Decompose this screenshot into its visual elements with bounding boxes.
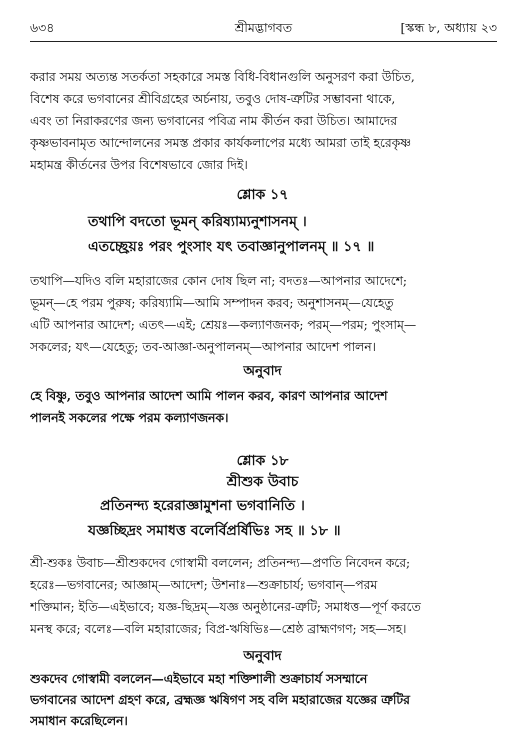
purport-line: এবং তা নিরাকরণের জন্য ভগবানের পবিত্র নাম কীর্তন করা উচিত। আমাদের <box>30 114 398 128</box>
verse-18-translation-heading: অনুবাদ <box>243 648 282 664</box>
purport-line: করার সময় অত্যন্ত সতর্কতা সহকারে সমস্ত বিধি-বিধানগুলি অনুসরণ করা উচিত, <box>30 70 415 84</box>
verse-17-line-1: তথাপি বদতো ভূমন্ করিষ্যাম্যনুশাসনম্ । <box>88 214 307 230</box>
verse-18-synonyms <box>30 552 497 640</box>
book-title: শ্রীমদ্ভাগবত <box>234 20 293 35</box>
synonym-line: তথাপি—যদিও বলি মহারাজের কোন দোষ ছিল না; বদতঃ—আপনার আদেশে; <box>30 274 408 288</box>
chapter-reference: [স্কন্ধ ৮, অধ্যায় ২৩ <box>400 20 497 35</box>
verse-17-translation-heading: অনুবাদ <box>243 363 282 379</box>
verse-17-synonyms <box>30 270 497 358</box>
synonym-line: ভূমন্—হে পরম পুরুষ; করিষ্যামি—আমি সম্পাদন করব; অনুশাসনম্—যেহেতু <box>30 296 394 310</box>
purport-line: বিশেষ করে ভগবানের শ্রীবিগ্রহের অর্চনায়, তবুও দোষ-ত্রুটির সম্ভাবনা থাকে, <box>30 92 396 106</box>
translation-line: ভগবানের আদেশ গ্রহণ করে, ব্রহ্মজ্ঞ ঋষিগণ সহ বলি মহারাজের যজ্ঞের ত্রুটির <box>30 692 410 707</box>
verse-18-heading: শ্লোক ১৮ <box>236 453 289 469</box>
synonym-line: শ্রী-শুকঃ উবাচ—শ্রীশুকদেব গোস্বামী বললেন; প্রতিনন্দ্য—প্রণতি নিবেদন করে; <box>30 556 411 570</box>
synonym-line: এটি আপনার আদেশ; এতৎ—এই; শ্রেয়ঃ—কল্যাণজনক; পরম্—পরম; পুংসাম্— <box>30 318 417 332</box>
synonym-line: শক্তিমান; ইতি—এইভাবে; যজ্ঞ-ছিদ্রম্—যজ্ঞ অনুষ্ঠানের-ত্রুটি; সমাধত্ত—পূর্ণ করতে <box>30 600 421 614</box>
verse-18-line-1: প্রতিনন্দ্য হরেরাজ্ঞামুশনা ভগবানিতি । <box>100 498 305 514</box>
translation-line: শুকদেব গোস্বামী বললেন—এইভাবে মহা শক্তিশালী শুক্রাচার্য সসম্মানে <box>30 671 368 686</box>
verse-17-heading: শ্লোক ১৭ <box>236 187 289 203</box>
purport-line: মহামন্ত্র কীর্তনের উপর বিশেষভাবে জোর দিই। <box>30 158 248 172</box>
synonym-line: সকলের; যৎ—যেহেতু; তব-আজ্ঞা-অনুপালনম্—আপনার আদেশ পালন। <box>30 340 376 354</box>
verse-18-line-2: যজ্ঞচ্ছিদ্রং সমাধত্ত বলের্বিপ্রর্ষিভিঃ সহ ॥ ১৮ ॥ <box>88 523 341 539</box>
translation-line: পালনই সকলের পক্ষে পরম কল্যাণজনক। <box>30 410 229 425</box>
translation-line: হে বিষ্ণু, তবুও আপনার আদেশ আমি পালন করব, কারণ আপনার আদেশ <box>30 388 388 403</box>
page-number: ৬৩৪ <box>30 20 55 35</box>
synonym-line: হরেঃ—ভগবানের; আজ্ঞাম্—আদেশ; উশনাঃ—শুক্রাচার্য; ভগবান্—পরম <box>30 578 378 592</box>
purport-paragraph <box>30 66 497 176</box>
translation-line: সমাধান করেছিলেন। <box>30 713 128 728</box>
verse-17-translation <box>30 385 497 429</box>
verse-18-translation <box>30 668 497 731</box>
purport-line: কৃষ্ণভাবনামৃত আন্দোলনের সমস্ত প্রকার কার্যকলাপের মধ্যে আমরা তাই হরেকৃষ্ণ <box>30 136 411 150</box>
header-divider <box>30 41 497 42</box>
page-header <box>30 20 497 42</box>
verse-17-line-2: এতচ্ছ্রেয়ঃ পরং পুংসাং যৎ তবাজ্ঞানুপালনম্ ॥ ১৭ ॥ <box>88 239 375 255</box>
verse-18-speaker: শ্রীশুক উবাচ <box>226 474 299 490</box>
synonym-line: মনস্থ করে; বলেঃ—বলি মহারাজের; বিপ্র-ঋষিভিঃ—শ্রেষ্ঠ ব্রাহ্মণগণ; সহ—সহ। <box>30 622 407 636</box>
